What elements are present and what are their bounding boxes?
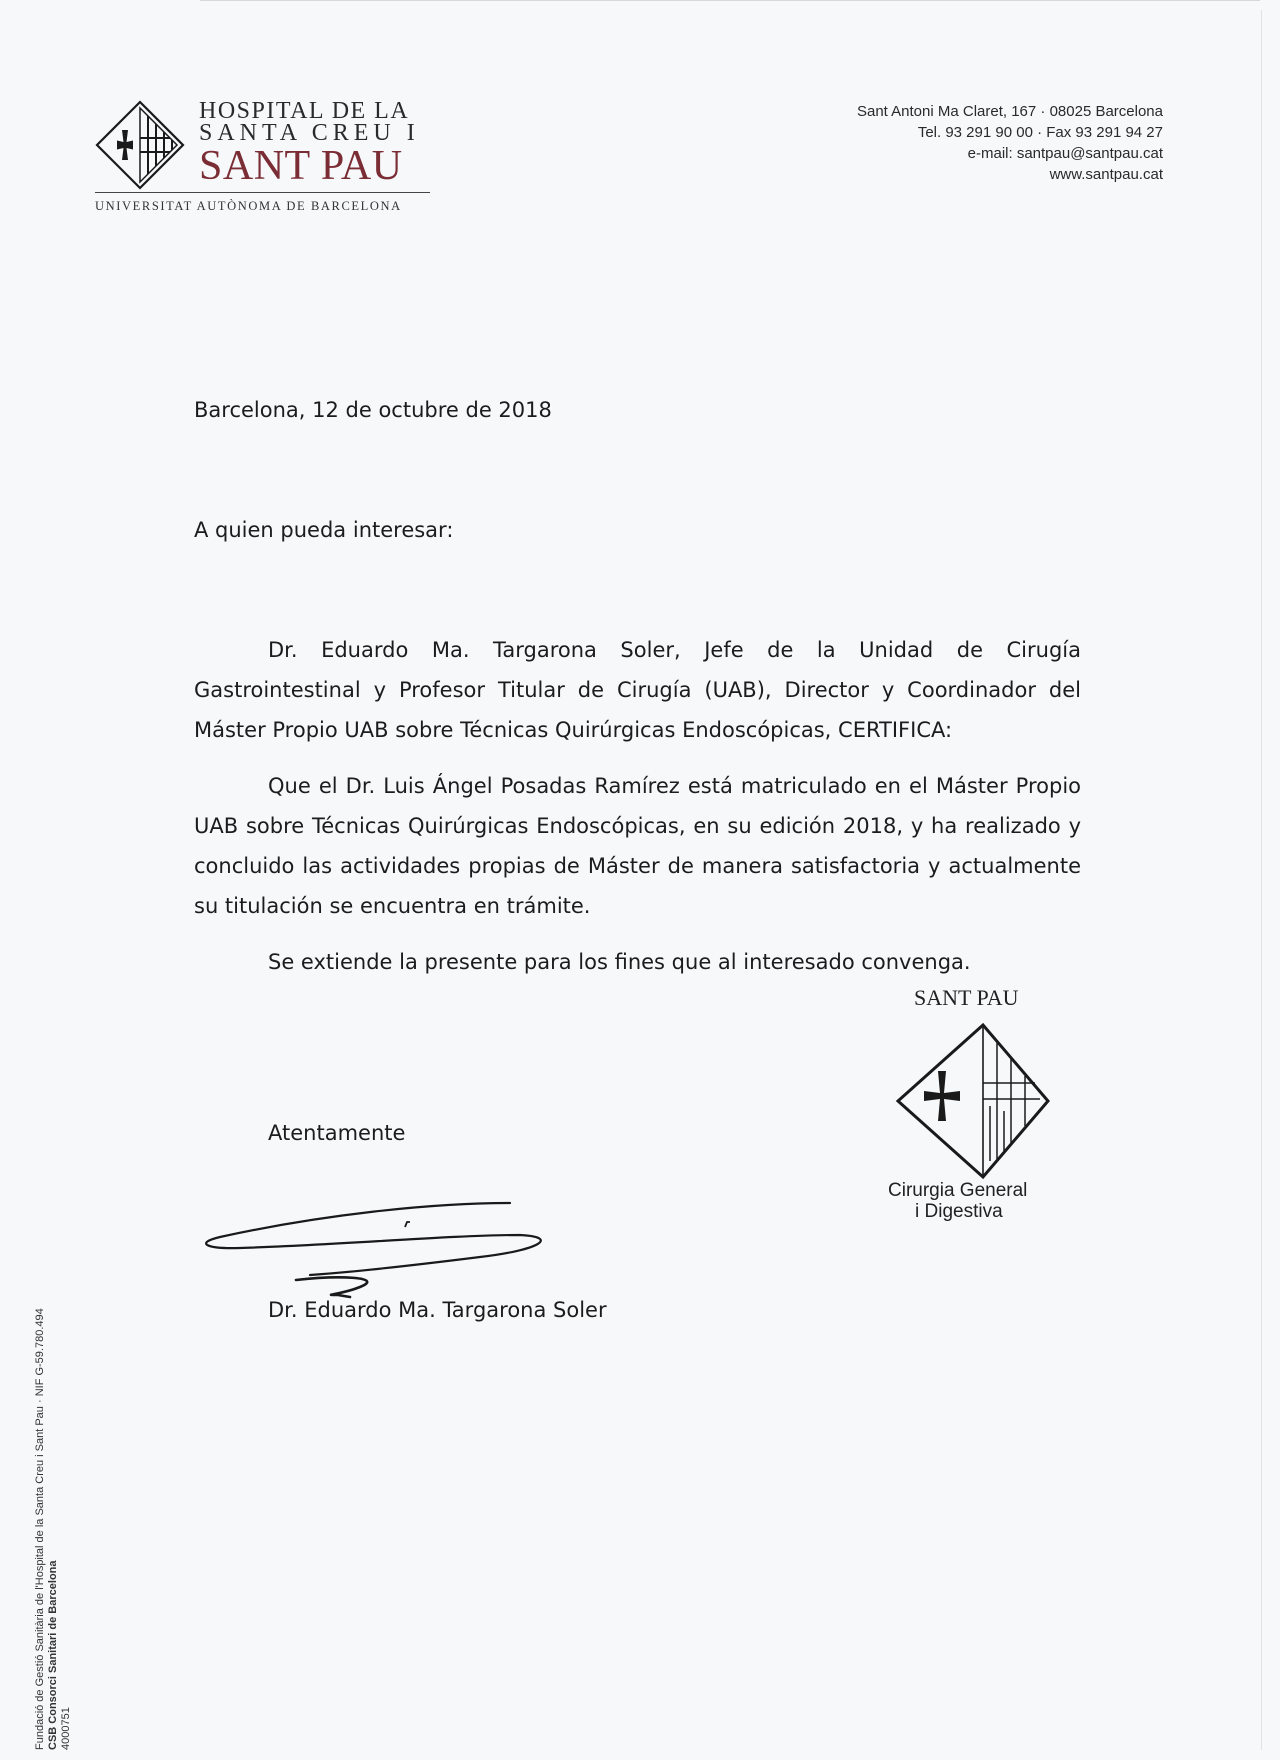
letter-closing: Atentamente [268,1121,406,1145]
letter-paragraph: Se extiende la presente para los fines que al interesado convenga. [268,950,971,974]
footer-foundation: Fundació de Gestió Sanitària de l'Hospital de la Santa Creu i Sant Pau · NIF G-59.780.494 [34,1308,46,1750]
letter-paragraph: Dr. Eduardo Ma. Targarona Soler, Jefe de la Unidad de Cirugía Gastrointestinal y Profesor Titular de Cirugía (UAB), Director y Coordinador del Máster Propio UAB sobre Técnicas Quirúrgicas Endoscópicas, CERTIFICA: [194,638,1081,742]
hospital-emblem-icon [95,100,185,190]
footer-consortium: CSB Consorci Sanitari de Barcelona [47,1560,59,1750]
page-edge [1261,10,1262,1750]
contact-website: www.santpau.cat [1049,166,1163,183]
letter-salutation: A quien pueda interesar: [194,518,454,542]
logo-title-line3: SANT PAU [199,143,403,189]
stamp-department-line2: i Digestiva [915,1201,1003,1222]
stamp-title: SANT PAU [914,985,1019,1010]
hospital-logo [95,100,435,220]
legal-footer [34,1308,73,1750]
footer-reference-code: 4000751 [60,1707,72,1750]
signer-name: Dr. Eduardo Ma. Targarona Soler [268,1298,607,1322]
page-edge [200,0,1260,1]
contact-block [857,101,1163,185]
letter-date: Barcelona, 12 de octubre de 2018 [194,398,552,422]
contact-phone-fax: Tel. 93 291 90 00 · Fax 93 291 94 27 [917,124,1163,141]
logo-title-line1: HOSPITAL DE LA [199,98,410,124]
handwritten-signature [200,1195,560,1305]
stamp-department-line1: Cirurgia General [888,1180,1028,1201]
contact-address: Sant Antoni Ma Claret, 167 · 08025 Barcelona [856,103,1163,120]
letter-paragraph: Que el Dr. Luis Ángel Posadas Ramírez está matriculado en el Máster Propio UAB sobre Técnicas Quirúrgicas Endoscópicas, en su edición 2018, y ha realizado y concluido las actividades propias de Máster de manera satisfactoria y actualmente su titulación se encuentra en trámite. [194,774,1081,918]
logo-divider [95,192,430,193]
logo-title-line2: SANTA CREU I [199,120,420,146]
stamp-emblem-icon [890,1021,1055,1181]
logo-university: UNIVERSITAT AUTÒNOMA DE BARCELONA [95,199,402,213]
department-stamp [880,985,1080,1230]
contact-email: e-mail: santpau@santpau.cat [967,145,1163,162]
